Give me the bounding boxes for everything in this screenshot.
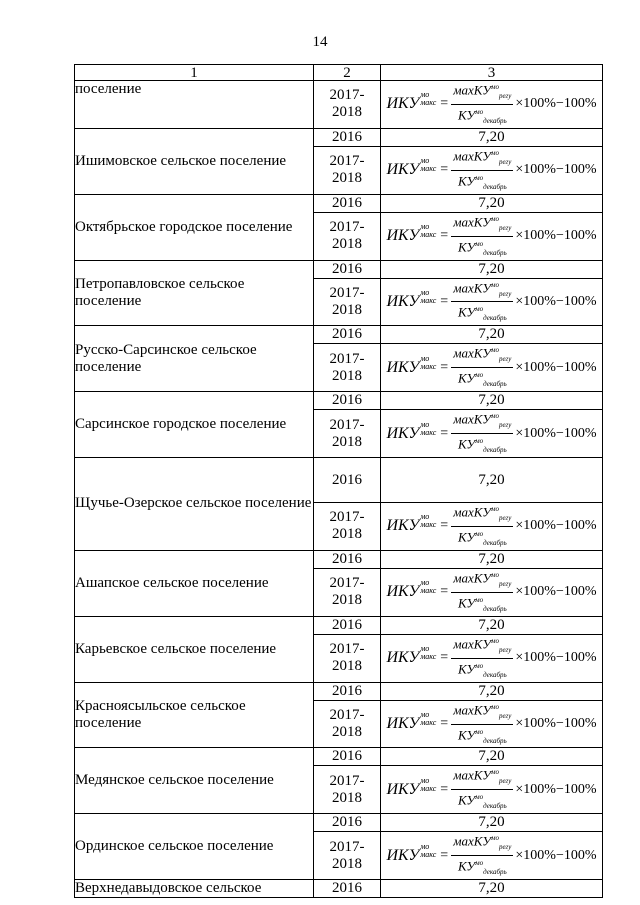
table-row [75, 458, 603, 503]
formula-rest: ×100%−100% [515, 716, 597, 732]
table-row [75, 128, 603, 146]
table-row [75, 326, 603, 344]
year-2017-2018: 2017- 2018 [314, 832, 381, 880]
formula-rest: ×100%−100% [515, 359, 597, 375]
formula-rest: ×100%−100% [515, 650, 597, 666]
value-2016: 7,20 [381, 392, 603, 410]
iku-formula: ИКУ мо макс = $\frac{махКУ^{мо}_{регу}}{КУ^{мо}_{декабрь}}$ ×100%−100% [381, 213, 602, 260]
settlement-name: поселение [75, 81, 314, 129]
year-2017-2018: 2017- 2018 [314, 503, 381, 551]
year-2016: 2016 [314, 194, 381, 212]
value-2016: 7,20 [381, 458, 603, 503]
iku-formula: ИКУ мо макс = $\frac{махКУ^{мо}_{регу}}{КУ^{мо}_{декабрь}}$ ×100%−100% [381, 81, 602, 128]
formula-lhs: ИКУ [386, 846, 420, 864]
header-col-3: 3 [381, 65, 603, 81]
year-2017-2018: 2017- 2018 [314, 278, 381, 326]
year-2016: 2016 [314, 392, 381, 410]
table-row [75, 550, 603, 568]
formula-lhs: ИКУ [386, 424, 420, 442]
formula-cell [381, 146, 603, 194]
formula-cell [381, 344, 603, 392]
formula-fraction: $\frac{махКУ^{мо}_{регу}}{КУ^{мо}_{декабрь}}$ [453, 214, 512, 257]
formula-lhs: ИКУ [386, 517, 420, 535]
value-2016: 7,20 [381, 260, 603, 278]
settlement-name: Ординское сельское поселение [75, 814, 314, 880]
header-row [75, 65, 603, 81]
year-2017-2018: 2017- 2018 [314, 568, 381, 616]
iku-formula: ИКУ мо макс = $\frac{махКУ^{мо}_{регу}}{КУ^{мо}_{декабрь}}$ ×100%−100% [381, 569, 602, 616]
iku-formula: ИКУ мо макс = $\frac{махКУ^{мо}_{регу}}{КУ^{мо}_{декабрь}}$ ×100%−100% [381, 503, 602, 550]
formula-lhs: ИКУ [386, 358, 420, 376]
table-row [75, 260, 603, 278]
table-row [75, 880, 603, 898]
formula-rest: ×100%−100% [515, 293, 597, 309]
formula-fraction: $\frac{махКУ^{мо}_{регу}}{КУ^{мо}_{декабрь}}$ [453, 504, 512, 547]
formula-rest: ×100%−100% [515, 781, 597, 797]
settlement-name: Карьевское сельское поселение [75, 616, 314, 682]
settlements-table [74, 64, 603, 898]
formula-cell [381, 81, 603, 129]
formula-rest: ×100%−100% [515, 584, 597, 600]
value-2016: 7,20 [381, 814, 603, 832]
formula-cell [381, 410, 603, 458]
table-row [75, 814, 603, 832]
settlement-name: Петропавловское сельское поселение [75, 260, 314, 326]
table-row [75, 392, 603, 410]
settlement-name: Сарсинское городское поселение [75, 392, 314, 458]
iku-formula: ИКУ мо макс = $\frac{махКУ^{мо}_{регу}}{КУ^{мо}_{декабрь}}$ ×100%−100% [381, 701, 602, 748]
year-2017-2018: 2017- 2018 [314, 146, 381, 194]
year-2017-2018: 2017- 2018 [314, 766, 381, 814]
formula-fraction: $\frac{махКУ^{мо}_{регу}}{КУ^{мо}_{декабрь}}$ [453, 833, 512, 877]
table-row [75, 81, 603, 129]
year-2017-2018: 2017- 2018 [314, 410, 381, 458]
value-2016: 7,20 [381, 326, 603, 344]
settlement-name: Ашапское сельское поселение [75, 550, 314, 616]
formula-rest: ×100%−100% [515, 96, 597, 112]
formula-cell [381, 832, 603, 880]
formula-fraction: $\frac{махКУ^{мо}_{регу}}{КУ^{мо}_{декабрь}}$ [453, 82, 512, 125]
formula-rest: ×100%−100% [515, 847, 597, 863]
year-2017-2018: 2017- 2018 [314, 344, 381, 392]
formula-lhs: ИКУ [386, 95, 420, 113]
value-2016: 7,20 [381, 880, 603, 898]
formula-lhs: ИКУ [386, 583, 420, 601]
formula-lhs: ИКУ [386, 649, 420, 667]
formula-cell [381, 503, 603, 551]
formula-cell [381, 278, 603, 326]
year-2016: 2016 [314, 814, 381, 832]
formula-fraction: $\frac{махКУ^{мо}_{регу}}{КУ^{мо}_{декабрь}}$ [453, 345, 512, 389]
settlement-name: Ишимовское сельское поселение [75, 128, 314, 194]
formula-lhs: ИКУ [386, 161, 420, 179]
settlement-name: Октябрьское городское поселение [75, 194, 314, 260]
formula-cell [381, 700, 603, 748]
iku-formula: ИКУ мо макс = $\frac{махКУ^{мо}_{регу}}{КУ^{мо}_{декабрь}}$ ×100%−100% [381, 147, 602, 194]
year-2016: 2016 [314, 326, 381, 344]
year-2016: 2016 [314, 748, 381, 766]
formula-cell [381, 766, 603, 814]
formula-cell [381, 634, 603, 682]
year-2017-2018: 2017- 2018 [314, 81, 381, 129]
year-2016: 2016 [314, 128, 381, 146]
iku-formula: ИКУ мо макс = $\frac{махКУ^{мо}_{регу}}{КУ^{мо}_{декабрь}}$ ×100%−100% [381, 410, 602, 457]
formula-rest: ×100%−100% [515, 518, 597, 534]
formula-rest: ×100%−100% [515, 228, 597, 244]
formula-fraction: $\frac{махКУ^{мо}_{регу}}{КУ^{мо}_{декабрь}}$ [453, 411, 512, 455]
value-2016: 7,20 [381, 616, 603, 634]
settlement-name: Медянское сельское поселение [75, 748, 314, 814]
formula-fraction: $\frac{махКУ^{мо}_{регу}}{КУ^{мо}_{декабрь}}$ [453, 148, 512, 191]
value-2016: 7,20 [381, 550, 603, 568]
year-2017-2018: 2017- 2018 [314, 700, 381, 748]
value-2016: 7,20 [381, 748, 603, 766]
formula-lhs: ИКУ [386, 227, 420, 245]
formula-fraction: $\frac{махКУ^{мо}_{регу}}{КУ^{мо}_{декабрь}}$ [453, 279, 512, 323]
formula-lhs: ИКУ [386, 780, 420, 798]
formula-rest: ×100%−100% [515, 425, 597, 441]
value-2016: 7,20 [381, 128, 603, 146]
iku-formula: ИКУ мо макс = $\frac{махКУ^{мо}_{регу}}{КУ^{мо}_{декабрь}}$ ×100%−100% [381, 344, 602, 391]
iku-formula: ИКУ мо макс = $\frac{махКУ^{мо}_{регу}}{КУ^{мо}_{декабрь}}$ ×100%−100% [381, 279, 602, 326]
table-row [75, 194, 603, 212]
value-2016: 7,20 [381, 194, 603, 212]
page-number: 14 [312, 34, 328, 50]
year-2016: 2016 [314, 550, 381, 568]
formula-cell [381, 212, 603, 260]
iku-formula: ИКУ мо макс = $\frac{махКУ^{мо}_{регу}}{КУ^{мо}_{декабрь}}$ ×100%−100% [381, 832, 602, 879]
year-2017-2018: 2017- 2018 [314, 212, 381, 260]
year-2016: 2016 [314, 458, 381, 503]
formula-cell [381, 568, 603, 616]
iku-formula: ИКУ мо макс = $\frac{махКУ^{мо}_{регу}}{КУ^{мо}_{декабрь}}$ ×100%−100% [381, 635, 602, 682]
formula-fraction: $\frac{махКУ^{мо}_{регу}}{КУ^{мо}_{декабрь}}$ [453, 636, 512, 679]
settlement-name: Щучье-Озерское сельское поселение [75, 458, 314, 551]
settlement-name: Красноясыльское сельское поселение [75, 682, 314, 748]
formula-lhs: ИКУ [386, 292, 420, 310]
formula-fraction: $\frac{махКУ^{мо}_{регу}}{КУ^{мо}_{декабрь}}$ [453, 701, 512, 745]
value-2016: 7,20 [381, 682, 603, 700]
year-2016: 2016 [314, 880, 381, 898]
formula-rest: ×100%−100% [515, 162, 597, 178]
formula-lhs: ИКУ [386, 715, 420, 733]
table-row [75, 616, 603, 634]
header-col-1: 1 [75, 65, 314, 81]
header-col-2: 2 [314, 65, 381, 81]
iku-formula: ИКУ мо макс = $\frac{махКУ^{мо}_{регу}}{КУ^{мо}_{декабрь}}$ ×100%−100% [381, 766, 602, 813]
year-2016: 2016 [314, 260, 381, 278]
settlement-name: Русско-Сарсинское сельское поселение [75, 326, 314, 392]
year-2017-2018: 2017- 2018 [314, 634, 381, 682]
formula-fraction: $\frac{махКУ^{мо}_{регу}}{КУ^{мо}_{декабрь}}$ [453, 570, 512, 613]
table-row [75, 682, 603, 700]
formula-fraction: $\frac{махКУ^{мо}_{регу}}{КУ^{мо}_{декабрь}}$ [453, 767, 512, 811]
year-2016: 2016 [314, 616, 381, 634]
year-2016: 2016 [314, 682, 381, 700]
table-row [75, 748, 603, 766]
settlement-name: Верхнедавыдовское сельское [75, 880, 314, 898]
